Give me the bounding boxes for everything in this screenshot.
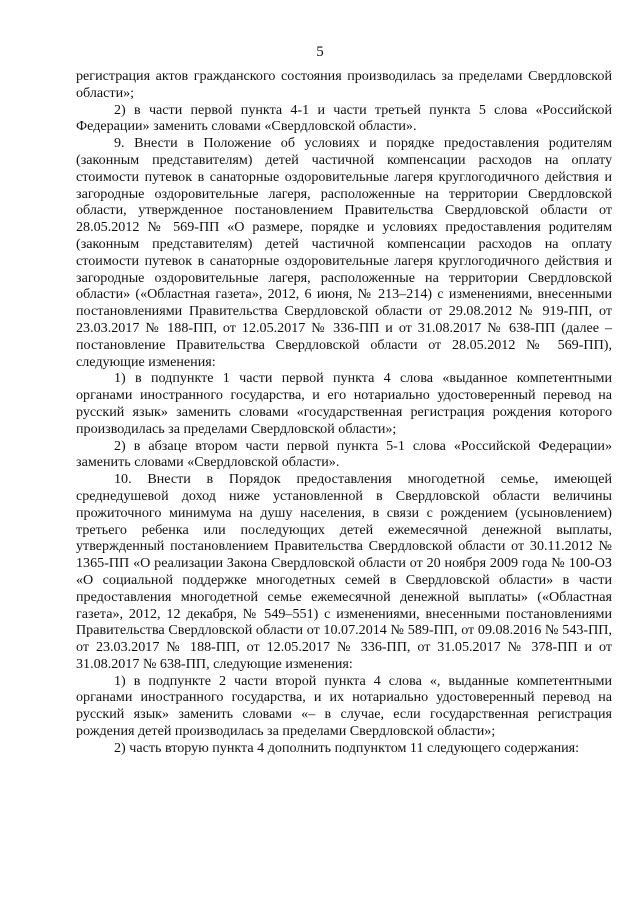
paragraph: 2) в части первой пункта 4-1 и части третьей пункта 5 слова «Российской Федерации» заменить словами «Свердловской области». [76,101,612,135]
paragraph: регистрация актов гражданского состояния производилась за пределами Свердловской области»; [76,68,612,101]
paragraph: 2) в абзаце втором части первой пункта 5-1 слова «Российской Федерации» заменить словами «Свердловской области». [76,437,612,471]
paragraph: 10. Внести в Порядок предоставления многодетной семье, имеющей среднедушевой доход ниже установленной в Свердловской области величины прожиточного минимума на душу населения, в связи с рождением (усыновлением) третьего ребенка или последующих детей ежемесячной денежной выплаты, утвержденный постановлением Правительства Свердловской области от 30.11.2012 № 1365-ПП «О реализации Закона Свердловской области от 20 ноября 2009 года № 100-ОЗ «О социальной поддержке многодетных семей в Свердловской области» в части предоставления многодетной семье ежемесячной денежной выплаты» («Областная газета», 2012, 12 декабря, № 549–551) с изменениями, внесенными постановлениями Правительства Свердловской области от 10.07.2014 № 589-ПП, от 09.08.2016 № 543-ПП, от 23.03.2017 № 188-ПП, от 12.05.2017 № 336-ПП, от 31.05.2017 № 378-ПП и от 31.08.2017 № 638-ПП, следующие изменения: [76,471,612,672]
paragraph: 1) в подпункте 1 части первой пункта 4 слова «выданное компетентными органами иностранного государства, и его нотариально удостоверенный перевод на русский язык» заменить словами «государственная регистрация рождения которого производилась за пределами Свердловской области»; [76,370,612,437]
paragraph: 9. Внести в Положение об условиях и порядке предоставления родителям (законным представителям) детей частичной компенсации расходов на оплату стоимости путевок в санаторные оздоровительные лагеря круглогодичного действия и загородные оздоровительные лагеря, расположенные на территории Свердловской области, утвержденное постановлением Правительства Свердловской области от 28.05.2012 № 569-ПП «О размере, порядке и условиях предоставления родителям (законным представителям) детей частичной компенсации расходов на оплату стоимости путевок в санаторные оздоровительные лагеря круглогодичного действия и загородные оздоровительные лагеря, расположенные на территории Свердловской области» («Областная газета», 2012, 6 июня, № 213–214) с изменениями, внесенными постановлениями Правительства Свердловской области от 29.08.2012 № 919-ПП, от 23.03.2017 № 188-ПП, от 12.05.2017 № 336-ПП и от 31.08.2017 № 638-ПП (далее – постановление Правительства Свердловской области от 28.05.2012 № 569-ПП), следующие изменения: [76,135,612,370]
paragraph: 2) часть вторую пункта 4 дополнить подпунктом 11 следующего содержания: [114,739,580,756]
document-body [76,68,612,757]
paragraph: 1) в подпункте 2 части второй пункта 4 слова «, выданные компетентными органами иностранного государства, и их нотариально удостоверенный перевод на русский язык» заменить словами «– в случае, если государственная регистрация рождения детей производилась за пределами Свердловской области»; [76,672,612,740]
page-number: 5 [316,44,324,60]
